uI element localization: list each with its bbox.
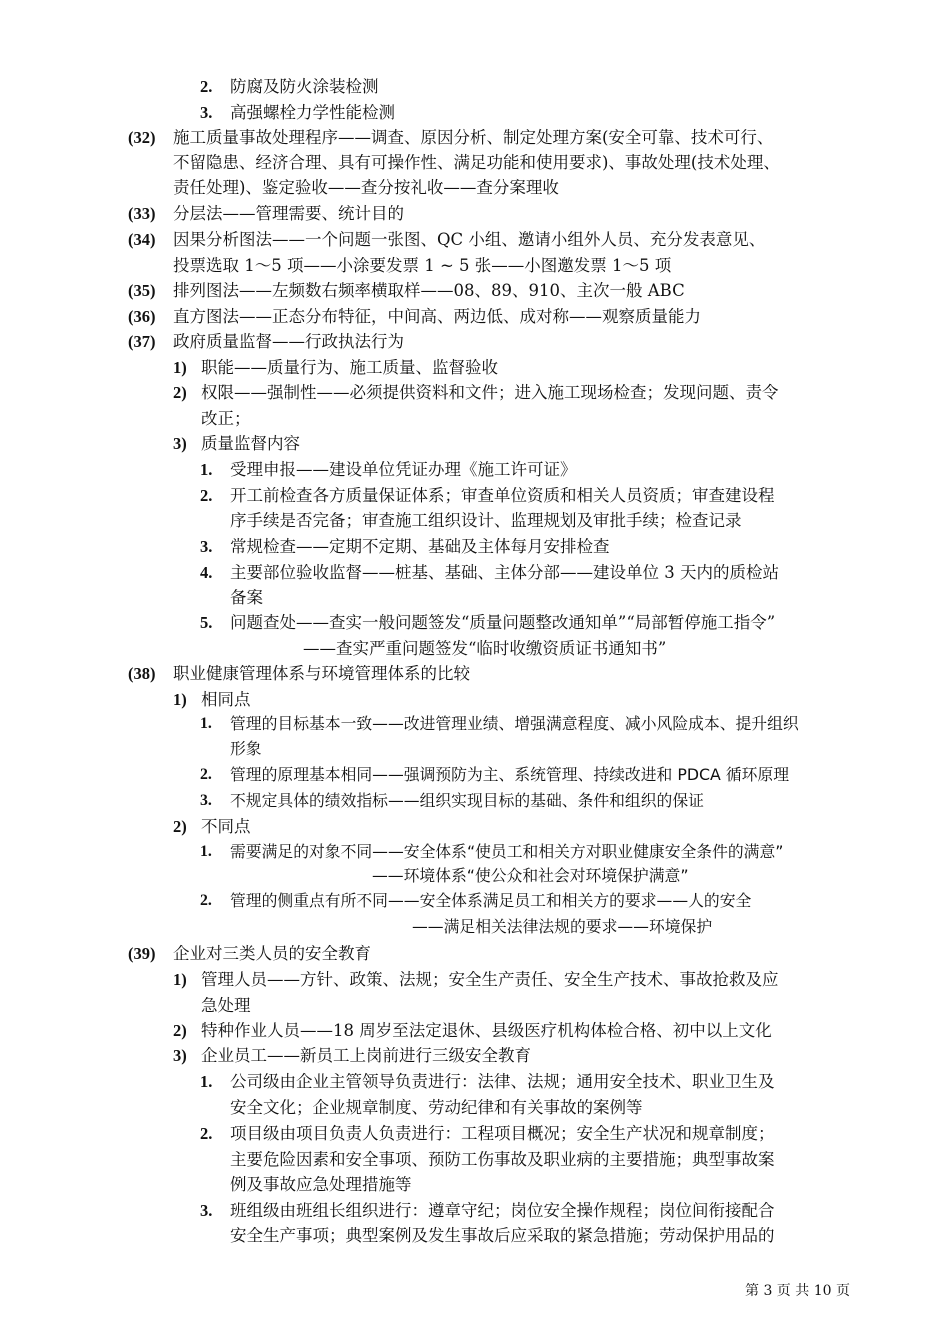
- document-page: 2. 防腐及防火涂装检测 3. 高强螺栓力学性能检测 (32) 施工质量事故处理程序——调查、原因分析、制定处理方案(安全可靠、技术可行、 不留隐患、经济合理、具有可操作性、满足功能和使用要求)、事故处理(技术处理、 责任处理)、鉴定验收——查分按礼收——查分案理收 (33) 分层法——管理需要、统计目的 (34) 因果分析图法——一个问题一张图、QC 小组、邀请小组外人员、充分发表意见、 投票选取 1～5 项——小涂要发票 1 ~ 5 张——小图邀发票 1～5 项 (35) 排列图法——左频数右频率横取样——08、89、910、主次一般 ABC (36) 直方图法——正态分布特征，中间高、两边低、成对称——观察质量能力 (37) 政府质量监督——行政执法行为 1) 职能——质量行为、施工质量、监督验收 2) 权限——强制性——必须提供资料和文件；进入施工现场检查；发现问题、责令 改正； 3) 质量监督内容 1. 受理申报——建设单位凭证办理《施工许可证》 2. 开工前检查各方质量保证体系；审查单位资质和相关人员资质；审查建设程 序手续是否完备；审查施工组织设计、监理规划及审批手续；检查记录 3. 常规检查——定期不定期、基础及主体每月安排检查 4. 主要部位验收监督——桩基、基础、主体分部——建设单位 3 天内的质检站 备案 5. 问题查处——查实一般问题签发“质量问题整改通知单”“局部暂停施工指令” ——查实严重问题签发“临时收缴资质证书通知书” (38) 职业健康管理体系与环境管理体系的比较 1) 相同点 1. 管理的目标基本一致——改进管理业绩、增强满意程度、减小风险成本、提升组织 形象 2. 管理的原理基本相同——强调预防为主、系统管理、持续改进和 PDCA 循环原理 3. 不规定具体的绩效指标——组织实现目标的基础、条件和组织的保证 2) 不同点 1. 需要满足的对象不同——安全体系“使员工和相关方对职业健康安全条件的满意” ——环境体系“使公众和社会对环境保护满意” 2. 管理的侧重点有所不同——安全体系满足员工和相关方的要求——人的安全 ——满足相关法律法规的要求——环境保护 (39) 企业对三类人员的安全教育 1) 管理人员——方针、政策、法规；安全生产责任、安全生产技术、事故抢救及应 急处理 2) 特种作业人员——18 周岁至法定退休、县级医疗机构体检合格、初中以上文化 3) 企业员工——新员工上岗前进行三级安全教育 1. 公司级由企业主管领导负责进行：法律、法规；通用安全技术、职业卫生及 安全文化；企业规章制度、劳动纪律和有关事故的案例等 2. 项目级由项目负责人负责进行：工程项目概况；安全生产状况和规章制度； 主要危险因素和安全事项、预防工伤事故及职业病的主要措施；典型事故案 例及事故应急处理措施等 3. 班组级由班组长组织进行：遵章守纪；岗位安全操作规程；岗位间衔接配合 安全生产事项；典型案例及发生事故后应采取的紧急措施；劳动保护用品的 第 3 页 共 10 页: [128, 77, 850, 1299]
- page-number-footer: 第 3 页 共 10 页: [745, 1283, 850, 1299]
